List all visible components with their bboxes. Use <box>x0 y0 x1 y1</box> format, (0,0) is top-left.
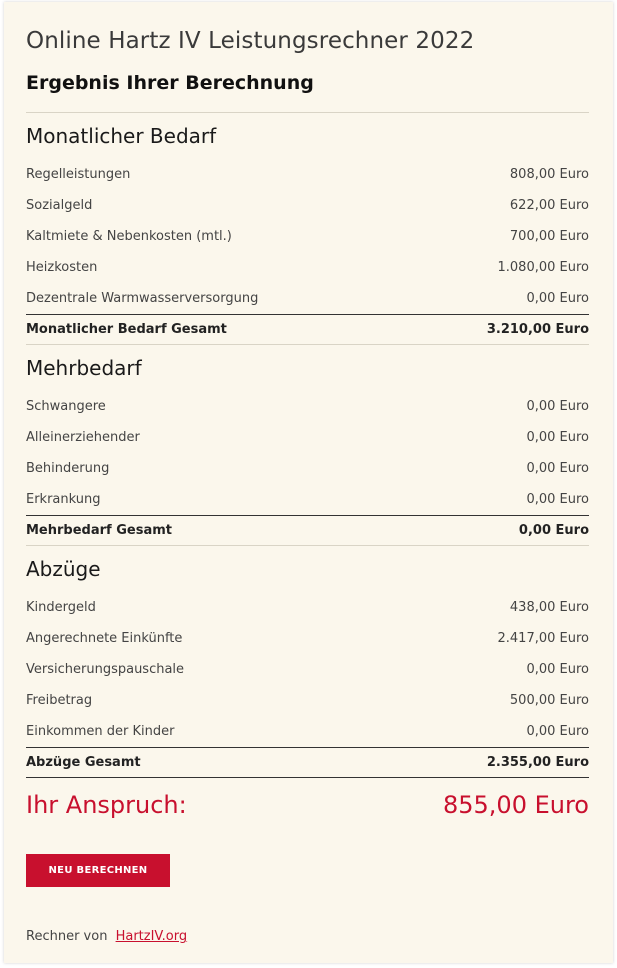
section-title: Abzüge <box>26 557 101 581</box>
total-value: 3.210,00 Euro <box>486 322 589 337</box>
row-value: 622,00 Euro <box>509 198 589 213</box>
table-row <box>26 685 589 716</box>
section-extra-need <box>26 345 589 546</box>
total-value: 0,00 Euro <box>518 523 589 538</box>
table-row <box>26 592 589 623</box>
row-value: 2.417,00 Euro <box>497 631 589 646</box>
claim-summary <box>26 790 589 820</box>
total-label: Monatlicher Bedarf Gesamt <box>26 322 227 337</box>
table-row <box>26 484 589 515</box>
row-value: 0,00 Euro <box>526 492 589 507</box>
row-label: Einkommen der Kinder <box>26 724 175 739</box>
recalculate-button[interactable]: NEU BERECHNEN <box>26 854 170 887</box>
row-label: Behinderung <box>26 461 110 476</box>
row-label: Kindergeld <box>26 600 96 615</box>
total-label: Abzüge Gesamt <box>26 755 141 770</box>
row-label: Sozialgeld <box>26 198 93 213</box>
row-value: 0,00 Euro <box>526 430 589 445</box>
row-value: 0,00 Euro <box>526 399 589 414</box>
row-value: 500,00 Euro <box>509 693 589 708</box>
row-value: 0,00 Euro <box>526 662 589 677</box>
section-title: Monatlicher Bedarf <box>26 124 217 148</box>
row-value: 0,00 Euro <box>526 724 589 739</box>
section-monthly-need <box>26 113 589 345</box>
row-label: Kaltmiete & Nebenkosten (mtl.) <box>26 229 232 244</box>
claim-value: 855,00 Euro <box>442 791 589 819</box>
row-label: Heizkosten <box>26 260 98 275</box>
row-label: Angerechnete Einkünfte <box>26 631 183 646</box>
total-row <box>26 515 589 546</box>
footer <box>26 929 187 944</box>
total-value: 2.355,00 Euro <box>486 755 589 770</box>
table-row <box>26 654 589 685</box>
row-value: 0,00 Euro <box>526 291 589 306</box>
total-row <box>26 747 589 778</box>
table-row <box>26 283 589 314</box>
row-label: Dezentrale Warmwasserversorgung <box>26 291 259 306</box>
table-row <box>26 422 589 453</box>
footer-link[interactable]: HartzIV.org <box>115 929 188 944</box>
table-row <box>26 221 589 252</box>
total-row <box>26 314 589 345</box>
table-row <box>26 623 589 654</box>
row-label: Regelleistungen <box>26 167 131 182</box>
row-label: Alleinerziehender <box>26 430 140 445</box>
table-row <box>26 252 589 283</box>
row-label: Freibetrag <box>26 693 93 708</box>
row-value: 438,00 Euro <box>509 600 589 615</box>
row-value: 1.080,00 Euro <box>497 260 589 275</box>
claim-label: Ihr Anspruch: <box>26 791 187 819</box>
row-value: 808,00 Euro <box>509 167 589 182</box>
row-value: 700,00 Euro <box>509 229 589 244</box>
row-label: Erkrankung <box>26 492 101 507</box>
table-row <box>26 716 589 747</box>
app-title: Online Hartz IV Leistungsrechner 2022 <box>26 28 475 54</box>
row-label: Versicherungspauschale <box>26 662 185 677</box>
section-deductions <box>26 546 589 778</box>
section-title: Mehrbedarf <box>26 356 142 380</box>
result-title: Ergebnis Ihrer Berechnung <box>26 72 314 94</box>
table-row <box>26 391 589 422</box>
total-label: Mehrbedarf Gesamt <box>26 523 172 538</box>
row-label: Schwangere <box>26 399 106 414</box>
table-row <box>26 159 589 190</box>
calculator-card <box>4 2 613 963</box>
row-value: 0,00 Euro <box>526 461 589 476</box>
table-row <box>26 453 589 484</box>
table-row <box>26 190 589 221</box>
footer-prefix: Rechner von <box>26 929 108 944</box>
